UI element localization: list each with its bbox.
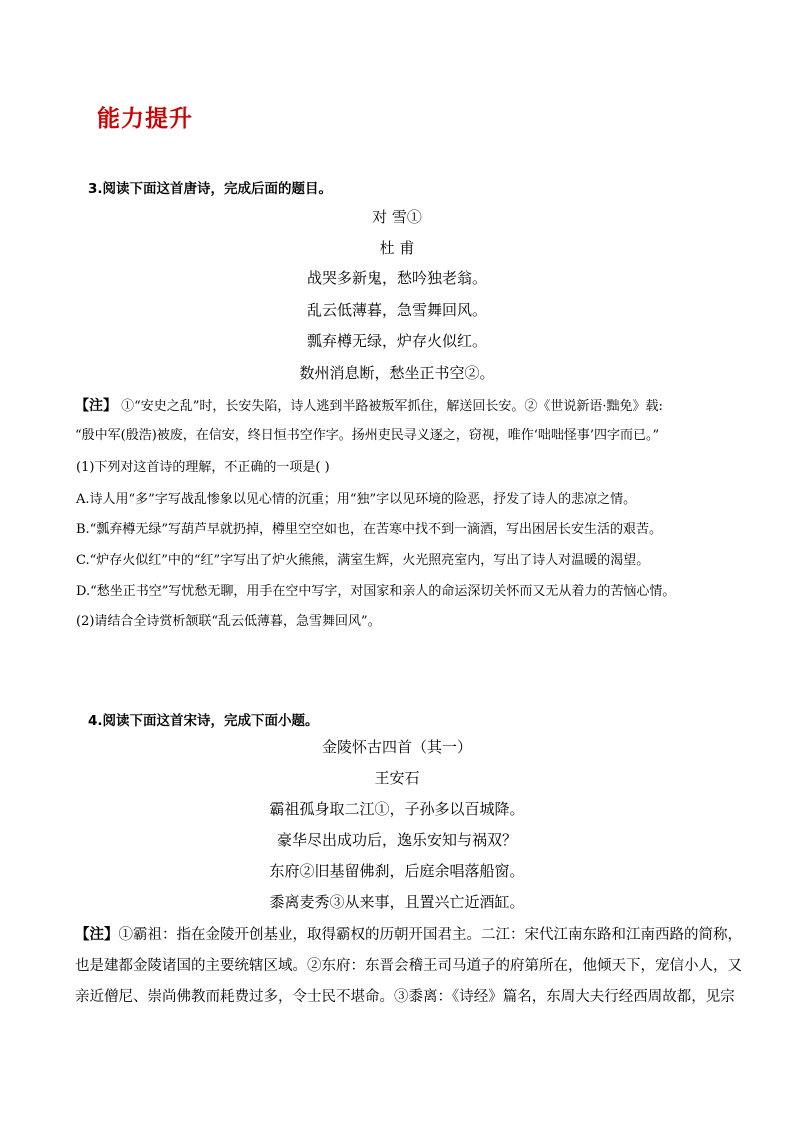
note-line — [75, 925, 742, 945]
note-line: 也是建都金陵诸国的主要统辖区域。②东府：东晋会稽王司马道子的府第所在，他倾天下，宠信小人，又 — [75, 958, 742, 974]
note-text: ①霸祖：指在金陵开创基业，取得霸权的历朝开国君主。二江：宋代江南东路和江南西路的简称， — [118, 927, 742, 943]
poem-title: 金陵怀古四首（其一） — [321, 738, 472, 756]
option-b: B.“瓢弃樽无绿”写葫芦早就扔掉，樽里空空如也，在苦寒中找不到一滴酒，写出困居长安生活的艰苦。 — [76, 522, 662, 537]
poem-line: 战哭多新鬼，愁吟独老翁。 — [306, 269, 487, 287]
poem-author: 王安石 — [374, 769, 420, 787]
note-label: 【注】 — [75, 926, 119, 943]
option-d: D.“愁坐正书空”写忧愁无聊，用手在空中写字，对国家和亲人的命运深切关怀而又无从着力的苦恼心情。 — [76, 584, 676, 599]
sub-question-1: (1)下列对这首诗的理解，不正确的一项是( ) — [76, 460, 330, 475]
note-line — [75, 396, 735, 417]
note-line: “殷中军(殷浩)被废，在信安，终日恒书空作字。扬州吏民寻义逐之，窃视，唯作‘咄咄怪事’四字而已。” — [75, 428, 660, 443]
question-3-title: 3.阅读下面这首唐诗，完成后面的题目。 — [88, 181, 333, 197]
option-a: A.诗人用“多”字写战乱惨象以见心情的沉重；用“独”字以见环境的险恶，抒发了诗人的悲凉之情。 — [76, 492, 637, 507]
poem-line: 乱云低薄暮，急雪舞回风。 — [306, 301, 487, 319]
poem-line: 东府②旧基留佛刹，后庭余唱落船窗。 — [269, 862, 525, 880]
note-label: 【注】 — [75, 398, 117, 414]
poem-line: 黍离麦秀③从来事，且置兴亡近酒缸。 — [269, 893, 525, 911]
poem-line: 豪华尽出成功后，逸乐安知与祸双？ — [276, 831, 517, 849]
sub-question-2: (2)请结合全诗赏析颔联“乱云低薄暮，急雪舞回风”。 — [76, 614, 381, 629]
poem-line: 瓢弃樽无绿，炉存火似红。 — [306, 332, 487, 350]
poem-author: 杜 甫 — [379, 239, 415, 257]
option-c: C.“炉存火似红”中的“红”字写出了炉火熊熊，满室生辉，火光照亮室内，写出了诗人对温暖的渴望。 — [76, 553, 650, 568]
poem-title: 对 雪① — [372, 208, 422, 226]
note-text: ①“安史之乱”时，长安失陷，诗人逃到半路被叛军抓住，解送回长安。②《世说新语·黜免》载: — [117, 399, 663, 414]
poem-line: 霸祖孤身取二江①，子孙多以百城降。 — [269, 800, 525, 818]
question-4-title: 4.阅读下面这首宋诗，完成下面小题。 — [88, 713, 319, 729]
section-heading: 能力提升 — [97, 106, 193, 132]
poem-line: 数州消息断，愁坐正书空②。 — [299, 364, 495, 382]
note-line: 亲近僧尼、崇尚佛教而耗费过多，令士民不堪命。③黍离：《诗经》篇名，东周大夫行经西周故都，见宗 — [75, 989, 735, 1005]
